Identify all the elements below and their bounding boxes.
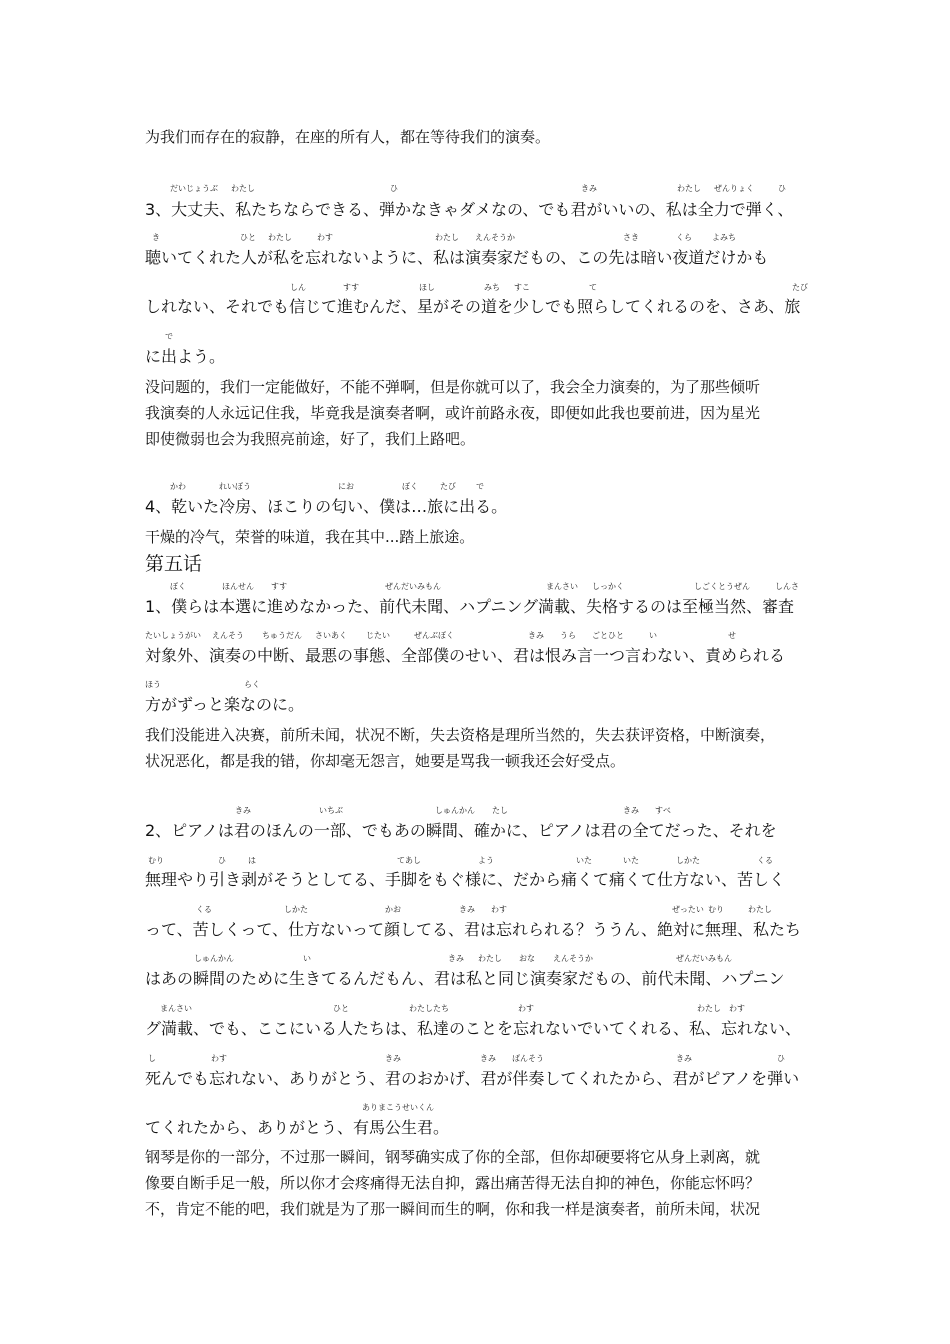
- furigana-reading: きみ: [528, 631, 544, 640]
- furigana-reading: しっかく: [592, 582, 624, 591]
- japanese-lyric-line: 対象外、演奏の中断、最悪の事態、全部僕のせい、君は恨み言一つ言わない、責められる: [145, 646, 786, 665]
- furigana-reading: まんさい: [546, 582, 578, 591]
- furigana-reading: きみ: [448, 954, 464, 963]
- furigana-reading: ぼく: [402, 482, 418, 491]
- furigana-reading: わたし: [478, 954, 502, 963]
- furigana-reading: にお: [338, 482, 354, 491]
- furigana-reading: まんさい: [160, 1004, 192, 1013]
- furigana-reading: わたし: [677, 184, 701, 193]
- furigana-reading: わたし: [748, 905, 772, 914]
- chinese-translation-line: 状况恶化，都是我的错，你却毫无怨言，她要是骂我一顿我还会好受点。: [145, 752, 626, 770]
- furigana-reading: わす: [211, 1054, 227, 1063]
- section-heading: 第五话: [145, 553, 203, 575]
- japanese-lyric-line: 4、乾いた冷房、ほこりの匂い、僕は…旅に出る。: [145, 497, 508, 516]
- furigana-reading: しかた: [284, 905, 308, 914]
- furigana-reading: ほんせん: [222, 582, 254, 591]
- furigana-reading: きみ: [623, 806, 639, 815]
- furigana-reading: わす: [491, 905, 507, 914]
- furigana-reading: い: [649, 631, 657, 640]
- furigana-reading: さき: [623, 233, 639, 242]
- japanese-lyric-line: てくれたから、ありがとう、有馬公生君。: [145, 1118, 450, 1137]
- furigana-reading: えんそうか: [475, 233, 515, 242]
- furigana-reading: ほし: [419, 283, 435, 292]
- furigana-reading: かわ: [170, 482, 186, 491]
- furigana-reading: きみ: [459, 905, 475, 914]
- furigana-reading: おな: [519, 954, 535, 963]
- japanese-lyric-line: はあの瞬間のために生きてるんだもん、君は私と同じ演奏家だもの、前代未聞、ハプニン: [145, 969, 785, 988]
- furigana-reading: わす: [518, 1004, 534, 1013]
- chinese-translation-line: 为我们而存在的寂静，在座的所有人，都在等待我们的演奏。: [145, 128, 551, 146]
- furigana-reading: ひ: [218, 856, 226, 865]
- furigana-reading: ひ: [778, 184, 786, 193]
- furigana-reading: しんさ: [775, 582, 799, 591]
- furigana-reading: ひと: [240, 233, 256, 242]
- chinese-translation-line: 像要自断手足一般，所以你才会疼痛得无法自抑，露出痛苦得无法自抑的神色，你能忘怀吗？: [145, 1174, 761, 1192]
- furigana-reading: むり: [708, 905, 724, 914]
- furigana-reading: むり: [148, 856, 164, 865]
- furigana-reading: えんそうか: [553, 954, 593, 963]
- furigana-reading: きみ: [676, 1054, 692, 1063]
- japanese-lyric-line: しれない、それでも信じて進むんだ、星がその道を少しでも照らしてくれるのを、さあ、旅: [145, 297, 801, 316]
- furigana-reading: ひと: [333, 1004, 349, 1013]
- furigana-reading: しゅんかん: [435, 806, 475, 815]
- furigana-reading: いちぶ: [319, 806, 343, 815]
- furigana-reading: いた: [576, 856, 592, 865]
- chinese-translation-line: 钢琴是你的一部分，不过那一瞬间，钢琴确实成了你的全部，但你却硬要将它从身上剥离，就: [145, 1148, 761, 1166]
- japanese-lyric-line: 1、僕らは本選に進めなかった、前代未聞、ハプニング満載、失格するのは至極当然、審査: [145, 597, 795, 616]
- japanese-lyric-line: 無理やり引き剥がそうとしてる、手脚をもぐ様に、だから痛くて痛くて仕方ない、苦しく: [145, 870, 786, 889]
- furigana-reading: れいぼう: [219, 482, 251, 491]
- japanese-lyric-line: って、苦しくって、仕方ないって顔してる、君は忘れられる？ううん、絶対に無理、私たち: [145, 920, 802, 939]
- furigana-reading: わたし: [268, 233, 292, 242]
- furigana-reading: たび: [440, 482, 456, 491]
- japanese-lyric-line: 方がずっと楽なのに。: [145, 695, 305, 714]
- furigana-reading: しごくとうぜん: [694, 582, 750, 591]
- furigana-reading: きみ: [385, 1054, 401, 1063]
- furigana-reading: わたしたち: [409, 1004, 449, 1013]
- furigana-reading: たいしょうがい: [145, 631, 201, 640]
- furigana-reading: すべ: [655, 806, 671, 815]
- furigana-reading: たし: [492, 806, 508, 815]
- japanese-lyric-line: 聴いてくれた人が私を忘れないように、私は演奏家だもの、この先は暗い夜道だけかも: [145, 248, 769, 267]
- japanese-lyric-line: 3、大丈夫、私たちならできる、弾かなきゃダメなの、でも君がいいの、私は全力で弾く、: [145, 200, 794, 219]
- japanese-lyric-line: 死んでも忘れない、ありがとう、君のおかげ、君が伴奏してくれたから、君がピアノを弾い: [145, 1069, 800, 1088]
- furigana-reading: くら: [676, 233, 692, 242]
- japanese-lyric-line: に出よう。: [145, 347, 226, 366]
- furigana-reading: わたし: [435, 233, 459, 242]
- furigana-reading: しん: [290, 283, 306, 292]
- chinese-translation-line: 没问题的，我们一定能做好，不能不弹啊，但是你就可以了，我会全力演奏的，为了那些倾听: [145, 378, 761, 396]
- furigana-reading: すす: [271, 582, 288, 591]
- furigana-reading: ぜんだいみもん: [385, 582, 441, 591]
- furigana-reading: ぜんだいみもん: [676, 954, 732, 963]
- furigana-reading: い: [303, 954, 311, 963]
- furigana-reading: かお: [385, 905, 401, 914]
- furigana-reading: ぜんぶぼく: [414, 631, 454, 640]
- furigana-reading: しゅんかん: [194, 954, 234, 963]
- furigana-reading: ぼく: [170, 582, 186, 591]
- furigana-reading: いた: [623, 856, 639, 865]
- furigana-reading: たび: [792, 283, 808, 292]
- furigana-reading: きみ: [480, 1054, 496, 1063]
- furigana-reading: ありまこうせいくん: [362, 1103, 434, 1112]
- furigana-reading: らく: [244, 680, 260, 689]
- furigana-reading: くる: [196, 905, 212, 914]
- furigana-reading: き: [152, 233, 160, 242]
- chinese-translation-line: 即使微弱也会为我照亮前途，好了，我们上路吧。: [145, 430, 476, 448]
- furigana-reading: よみち: [712, 233, 736, 242]
- furigana-reading: てあし: [397, 856, 421, 865]
- chinese-translation-line: 我们没能进入决赛，前所未闻，状况不断，失去资格是理所当然的，失去获评资格，中断演奏，: [145, 726, 776, 744]
- furigana-reading: わす: [729, 1004, 745, 1013]
- chinese-translation-line: 干燥的冷气，荣誉的味道，我在其中...踏上旅途。: [145, 528, 475, 546]
- chinese-translation-line: 我演奏的人永远记住我，毕竟我是演奏者啊，或许前路永夜，即便如此我也要前进，因为星光: [145, 404, 761, 422]
- furigana-reading: さいあく: [315, 631, 347, 640]
- japanese-lyric-line: 2、ピアノは君のほんの一部、でもあの瞬間、確かに、ピアノは君の全てだった、それを: [145, 821, 777, 840]
- furigana-reading: ひ: [777, 1054, 785, 1063]
- furigana-reading: えんそう: [212, 631, 244, 640]
- furigana-reading: ぜったい: [672, 905, 704, 914]
- furigana-reading: ばんそう: [512, 1054, 544, 1063]
- furigana-reading: わす: [317, 233, 333, 242]
- chinese-translation-line: 不，肯定不能的吧，我们就是为了那一瞬间而生的啊，你和我一样是演奏者，前所未闻，状况: [145, 1200, 761, 1218]
- furigana-reading: うら: [560, 631, 576, 640]
- furigana-reading: ほう: [145, 680, 161, 689]
- furigana-reading: くる: [757, 856, 773, 865]
- furigana-reading: し: [148, 1054, 156, 1063]
- furigana-reading: じたい: [366, 631, 390, 640]
- japanese-lyric-line: グ満載、でも、ここにいる人たちは、私達のことを忘れないでいてくれる、私、忘れない、: [145, 1019, 802, 1038]
- furigana-reading: は: [248, 856, 256, 865]
- furigana-reading: きみ: [581, 184, 597, 193]
- furigana-reading: すす: [343, 283, 360, 292]
- furigana-reading: みち: [484, 283, 500, 292]
- furigana-reading: しかた: [676, 856, 700, 865]
- furigana-reading: よう: [478, 856, 494, 865]
- furigana-reading: すこ: [514, 283, 530, 292]
- furigana-reading: わたし: [697, 1004, 721, 1013]
- furigana-reading: ぜんりょく: [714, 184, 754, 193]
- furigana-reading: だいじょうぶ: [170, 184, 218, 193]
- furigana-reading: て: [589, 283, 597, 292]
- furigana-reading: きみ: [235, 806, 251, 815]
- furigana-reading: で: [476, 482, 484, 491]
- furigana-reading: ひ: [390, 184, 398, 193]
- furigana-reading: せ: [728, 631, 736, 640]
- furigana-reading: わたし: [231, 184, 255, 193]
- furigana-reading: ちゅうだん: [262, 631, 302, 640]
- furigana-reading: ごとひと: [592, 631, 624, 640]
- furigana-reading: で: [165, 332, 173, 341]
